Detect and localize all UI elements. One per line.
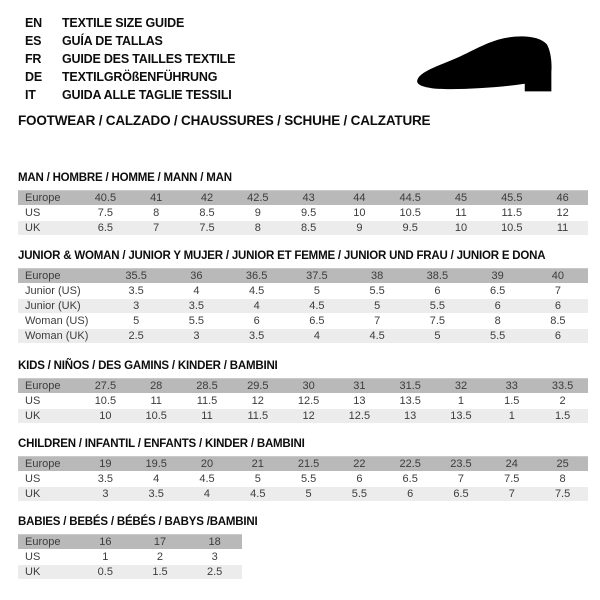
size-cell: 35.5 xyxy=(106,269,166,284)
size-cell: 11.5 xyxy=(182,394,233,409)
size-cell: 1 xyxy=(486,409,537,424)
size-cell: 22.5 xyxy=(385,457,436,472)
table-row xyxy=(18,535,242,550)
size-section-junior-woman xyxy=(18,250,588,344)
size-cell: 2.5 xyxy=(187,565,242,580)
size-cell: 6.5 xyxy=(80,221,131,236)
size-cell: 4.5 xyxy=(287,299,347,314)
size-cell: 7.5 xyxy=(182,221,233,236)
size-cell: 39 xyxy=(468,269,528,284)
size-cell: 3.5 xyxy=(80,472,131,487)
lang-label: GUIDE DES TAILLES TEXTILE xyxy=(62,52,236,66)
size-cell: 38.5 xyxy=(407,269,467,284)
size-cell: 28 xyxy=(131,379,182,394)
size-cell: 41 xyxy=(131,191,182,206)
lang-code: ES xyxy=(25,34,42,48)
size-cell: 10 xyxy=(334,206,385,221)
table-row xyxy=(18,550,242,565)
size-cell: 12 xyxy=(283,409,334,424)
size-cell: 40 xyxy=(528,269,588,284)
size-cell: 36 xyxy=(166,269,226,284)
table-row xyxy=(18,487,588,502)
junior-woman-size-table xyxy=(18,268,588,344)
lang-code: EN xyxy=(25,16,42,30)
size-cell: 13 xyxy=(385,409,436,424)
size-cell: 9 xyxy=(334,221,385,236)
size-cell: 7.5 xyxy=(486,472,537,487)
row-label: US xyxy=(18,472,80,487)
size-cell: 40.5 xyxy=(80,191,131,206)
size-cell: 45.5 xyxy=(486,191,537,206)
lang-label: GUÍA DE TALLAS xyxy=(62,34,163,48)
row-label: Europe xyxy=(18,535,78,550)
table-title-children: CHILDREN / INFANTIL / ENFANTS / KINDER / BAMBINI xyxy=(18,438,305,450)
lang-label: TEXTILE SIZE GUIDE xyxy=(62,16,185,30)
size-cell: 9 xyxy=(232,206,283,221)
size-cell: 5 xyxy=(287,284,347,299)
children-size-table xyxy=(18,456,588,502)
size-cell: 12.5 xyxy=(334,409,385,424)
table-row xyxy=(18,379,588,394)
table-title-man: MAN / HOMBRE / HOMME / MANN / MAN xyxy=(18,172,232,184)
size-cell: 4 xyxy=(131,472,182,487)
row-label: US xyxy=(18,206,80,221)
table-row xyxy=(18,565,242,580)
size-cell: 3 xyxy=(80,487,131,502)
size-cell: 29.5 xyxy=(232,379,283,394)
size-cell: 8 xyxy=(131,206,182,221)
lang-label: GUIDA ALLE TAGLIE TESSILI xyxy=(62,88,232,102)
size-cell: 3 xyxy=(106,299,166,314)
size-cell: 6.5 xyxy=(468,284,528,299)
table-row xyxy=(18,472,588,487)
size-cell: 4 xyxy=(182,487,233,502)
size-cell: 1.5 xyxy=(486,394,537,409)
size-cell: 20 xyxy=(182,457,233,472)
row-label: US xyxy=(18,394,80,409)
size-cell: 4 xyxy=(287,329,347,344)
row-label: UK xyxy=(18,565,78,580)
size-cell: 2.5 xyxy=(106,329,166,344)
row-label: UK xyxy=(18,409,80,424)
size-cell: 5.5 xyxy=(166,314,226,329)
babies-size-table xyxy=(18,534,242,580)
size-cell: 7 xyxy=(436,472,487,487)
size-cell: 24 xyxy=(486,457,537,472)
size-cell: 12 xyxy=(232,394,283,409)
table-row xyxy=(18,394,588,409)
size-cell: 6 xyxy=(385,487,436,502)
size-cell: 13 xyxy=(334,394,385,409)
size-cell: 3.5 xyxy=(166,299,226,314)
size-cell: 1 xyxy=(436,394,487,409)
size-cell: 4.5 xyxy=(347,329,407,344)
size-cell: 8.5 xyxy=(528,314,588,329)
row-label: Europe xyxy=(18,457,80,472)
size-cell: 5 xyxy=(407,329,467,344)
size-cell: 45 xyxy=(436,191,487,206)
row-label: Europe xyxy=(18,379,80,394)
row-label: Europe xyxy=(18,191,80,206)
size-cell: 44 xyxy=(334,191,385,206)
size-cell: 21 xyxy=(232,457,283,472)
size-cell: 8 xyxy=(537,472,588,487)
size-cell: 4.5 xyxy=(232,487,283,502)
size-cell: 6 xyxy=(528,329,588,344)
size-cell: 25 xyxy=(537,457,588,472)
size-cell: 7.5 xyxy=(537,487,588,502)
size-cell: 8.5 xyxy=(283,221,334,236)
row-label: UK xyxy=(18,487,80,502)
size-cell: 27.5 xyxy=(80,379,131,394)
size-cell: 6 xyxy=(227,314,287,329)
size-cell: 11 xyxy=(436,206,487,221)
size-cell: 31 xyxy=(334,379,385,394)
size-cell: 42.5 xyxy=(232,191,283,206)
row-label: Junior (US) xyxy=(18,284,106,299)
man-size-table xyxy=(18,190,588,236)
size-cell: 4 xyxy=(227,299,287,314)
size-cell: 13.5 xyxy=(385,394,436,409)
size-cell: 46 xyxy=(537,191,588,206)
size-cell: 6 xyxy=(407,284,467,299)
size-cell: 5 xyxy=(232,472,283,487)
size-cell: 1.5 xyxy=(133,565,188,580)
row-label: Woman (UK) xyxy=(18,329,106,344)
size-cell: 7 xyxy=(131,221,182,236)
lang-code: IT xyxy=(25,88,36,102)
size-cell: 5.5 xyxy=(468,329,528,344)
size-cell: 8 xyxy=(232,221,283,236)
size-cell: 6.5 xyxy=(385,472,436,487)
category-title: FOOTWEAR / CALZADO / CHAUSSURES / SCHUHE / CALZATURE xyxy=(18,113,431,128)
size-cell: 6.5 xyxy=(436,487,487,502)
size-cell: 9.5 xyxy=(385,221,436,236)
size-cell: 3.5 xyxy=(106,284,166,299)
size-cell: 1 xyxy=(78,550,133,565)
size-cell: 11.5 xyxy=(232,409,283,424)
size-cell: 10.5 xyxy=(385,206,436,221)
size-cell: 21.5 xyxy=(283,457,334,472)
row-label: Junior (UK) xyxy=(18,299,106,314)
size-cell: 43 xyxy=(283,191,334,206)
size-cell: 6.5 xyxy=(287,314,347,329)
table-row xyxy=(18,314,588,329)
size-cell: 38 xyxy=(347,269,407,284)
row-label: US xyxy=(18,550,78,565)
size-cell: 44.5 xyxy=(385,191,436,206)
size-cell: 42 xyxy=(182,191,233,206)
table-row xyxy=(18,269,588,284)
table-row xyxy=(18,409,588,424)
size-cell: 7 xyxy=(486,487,537,502)
size-cell: 16 xyxy=(78,535,133,550)
row-label: Woman (US) xyxy=(18,314,106,329)
table-row xyxy=(18,299,588,314)
lang-code: FR xyxy=(25,52,42,66)
size-cell: 7.5 xyxy=(407,314,467,329)
size-cell: 7.5 xyxy=(80,206,131,221)
size-cell: 8.5 xyxy=(182,206,233,221)
size-cell: 10 xyxy=(80,409,131,424)
size-cell: 6 xyxy=(468,299,528,314)
lang-label: TEXTILGRÖßENFÜHRUNG xyxy=(62,70,218,84)
size-cell: 5.5 xyxy=(347,284,407,299)
size-cell: 5 xyxy=(283,487,334,502)
size-cell: 11.5 xyxy=(486,206,537,221)
size-cell: 6 xyxy=(334,472,385,487)
size-cell: 30 xyxy=(283,379,334,394)
size-cell: 17 xyxy=(133,535,188,550)
size-cell: 11 xyxy=(131,394,182,409)
size-cell: 33.5 xyxy=(537,379,588,394)
size-cell: 2 xyxy=(133,550,188,565)
size-cell: 10 xyxy=(436,221,487,236)
size-cell: 12.5 xyxy=(283,394,334,409)
table-row xyxy=(18,206,588,221)
size-section-man xyxy=(18,172,588,236)
table-title-junior-woman: JUNIOR & WOMAN / JUNIOR Y MUJER / JUNIOR ET FEMME / JUNIOR UND FRAU / JUNIOR E DONA xyxy=(18,250,546,262)
size-cell: 7 xyxy=(347,314,407,329)
size-cell: 33 xyxy=(486,379,537,394)
size-cell: 5.5 xyxy=(334,487,385,502)
lang-code: DE xyxy=(25,70,42,84)
size-cell: 2 xyxy=(537,394,588,409)
size-cell: 19.5 xyxy=(131,457,182,472)
size-cell: 3.5 xyxy=(227,329,287,344)
size-cell: 4.5 xyxy=(227,284,287,299)
size-cell: 0.5 xyxy=(78,565,133,580)
size-section-babies xyxy=(18,516,588,580)
size-cell: 4 xyxy=(166,284,226,299)
size-cell: 10.5 xyxy=(80,394,131,409)
table-row xyxy=(18,457,588,472)
size-section-children xyxy=(18,438,588,502)
size-cell: 10.5 xyxy=(486,221,537,236)
table-row xyxy=(18,284,588,299)
size-cell: 7 xyxy=(528,284,588,299)
size-cell: 4.5 xyxy=(182,472,233,487)
size-cell: 19 xyxy=(80,457,131,472)
size-cell: 13.5 xyxy=(436,409,487,424)
size-cell: 8 xyxy=(468,314,528,329)
size-cell: 37.5 xyxy=(287,269,347,284)
table-row xyxy=(18,221,588,236)
size-cell: 28.5 xyxy=(182,379,233,394)
size-cell: 5.5 xyxy=(407,299,467,314)
size-cell: 11 xyxy=(537,221,588,236)
row-label: Europe xyxy=(18,269,106,284)
size-section-kids xyxy=(18,360,588,424)
size-cell: 3 xyxy=(187,550,242,565)
size-cell: 22 xyxy=(334,457,385,472)
size-cell: 31.5 xyxy=(385,379,436,394)
size-cell: 12 xyxy=(537,206,588,221)
table-row xyxy=(18,329,588,344)
table-title-babies: BABIES / BEBÉS / BÉBÉS / BABYS /BAMBINI xyxy=(18,516,258,528)
size-cell: 5 xyxy=(106,314,166,329)
size-cell: 9.5 xyxy=(283,206,334,221)
size-cell: 1.5 xyxy=(537,409,588,424)
kids-size-table xyxy=(18,378,588,424)
size-cell: 11 xyxy=(182,409,233,424)
row-label: UK xyxy=(18,221,80,236)
size-cell: 23.5 xyxy=(436,457,487,472)
size-cell: 3.5 xyxy=(131,487,182,502)
size-cell: 32 xyxy=(436,379,487,394)
size-cell: 18 xyxy=(187,535,242,550)
size-cell: 36.5 xyxy=(227,269,287,284)
size-cell: 3 xyxy=(166,329,226,344)
size-cell: 10.5 xyxy=(131,409,182,424)
table-row xyxy=(18,191,588,206)
size-cell: 5 xyxy=(347,299,407,314)
size-cell: 6 xyxy=(528,299,588,314)
table-title-kids: KIDS / NIÑOS / DES GAMINS / KINDER / BAMBINI xyxy=(18,360,278,372)
size-cell: 5.5 xyxy=(283,472,334,487)
dress-shoe-icon xyxy=(392,26,580,102)
